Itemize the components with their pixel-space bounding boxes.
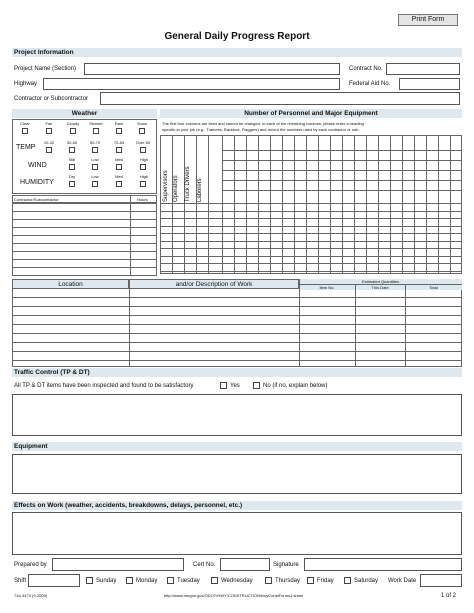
personnel-grid-column-line (246, 136, 247, 273)
signature-label: Signature (273, 562, 299, 568)
traffic-control-header: Traffic Control (TP & DT) (12, 368, 462, 377)
item-no-header: Item No. (299, 284, 355, 290)
effects-header: Effects on Work (weather, accidents, breakdowns, delays, personnel, etc.) (12, 501, 462, 510)
personnel-grid-column-line (354, 136, 355, 273)
sky-fair-checkbox[interactable] (46, 128, 52, 134)
wind-med-checkbox[interactable] (116, 164, 122, 170)
project-name-label: Project Name (Section) (14, 66, 77, 72)
contractor-field[interactable] (100, 92, 460, 105)
contractor-label: Contractor or Subcontractor (14, 96, 89, 102)
location-row-line (12, 333, 462, 334)
contractor-hours-row[interactable] (13, 244, 157, 252)
tuesday-label: Tuesday (177, 578, 200, 584)
personnel-grid-column-line (222, 136, 223, 273)
location-row-line (12, 342, 462, 343)
work-date-field[interactable] (420, 574, 462, 587)
hours-cell[interactable] (131, 236, 157, 244)
personnel-header-line (222, 150, 461, 151)
temp-4-label: 70-83 (113, 140, 125, 145)
wind-low-checkbox[interactable] (92, 164, 98, 170)
humidity-dry-label: Dry (68, 174, 76, 179)
sky-clear-checkbox[interactable] (22, 128, 28, 134)
temp-label: TEMP (16, 144, 36, 151)
personnel-grid-row-line (161, 203, 461, 204)
tuesday-checkbox[interactable] (167, 577, 174, 584)
wind-high-checkbox[interactable] (140, 164, 146, 170)
contractor-hours-row[interactable] (13, 212, 157, 220)
traffic-yes-checkbox[interactable] (220, 382, 227, 389)
page-title: General Daily Progress Report (164, 31, 310, 42)
sky-cloudy-label: Cloudy (66, 121, 80, 126)
prepared-by-label: Prepared by (14, 562, 47, 568)
personnel-grid-column-line (172, 136, 173, 273)
equipment-field[interactable] (12, 454, 462, 494)
contractor-hours-row[interactable] (13, 204, 157, 212)
highway-label: Highway (14, 81, 38, 87)
personnel-grid-column-line (342, 136, 343, 273)
personnel-grid-column-line (306, 136, 307, 273)
personnel-note-2: specific to your job (e.g., Trainees, Backhoe, Flaggers) and record the numbers used by each contractor or sub. (162, 127, 360, 132)
effects-field[interactable] (12, 512, 462, 555)
personnel-header-line (222, 180, 461, 181)
federal-aid-field[interactable] (399, 78, 460, 90)
personnel-grid-column-line (318, 136, 319, 273)
wind-med-label: Med (115, 157, 123, 162)
temp-1-checkbox[interactable] (46, 147, 52, 153)
contractor-hours-table[interactable] (12, 203, 157, 276)
contractor-hours-row[interactable] (13, 268, 157, 276)
personnel-grid-column-line (438, 136, 439, 273)
contractor-hours-row[interactable] (13, 260, 157, 268)
wednesday-checkbox[interactable] (211, 577, 218, 584)
wind-high-label: High (139, 157, 149, 162)
laborers-col-label: Laborers (197, 178, 203, 202)
personnel-grid-column-line (270, 136, 271, 273)
personnel-header: Number of Personnel and Major Equipment (160, 109, 462, 118)
contractor-cell[interactable] (13, 228, 131, 236)
contractor-cell[interactable] (13, 260, 131, 268)
sky-shower-label: Shower (89, 121, 103, 126)
personnel-grid-column-line (184, 136, 185, 273)
form-number: 734-3474 (9-2009) (14, 593, 48, 598)
personnel-grid-column-line (282, 136, 283, 273)
contractor-column-header: Contractor/Subcontractor (14, 197, 59, 202)
traffic-no-checkbox[interactable] (253, 382, 260, 389)
temp-3-checkbox[interactable] (92, 147, 98, 153)
sunday-label: Sunday (96, 578, 117, 584)
personnel-grid-row-line (161, 233, 461, 234)
personnel-grid-column-line (426, 136, 427, 273)
project-info-header: Project Information (12, 48, 462, 57)
traffic-no-label: No (if no, explain below) (263, 383, 328, 389)
humidity-med-checkbox[interactable] (116, 181, 122, 187)
location-row-line (12, 324, 462, 325)
friday-label: Friday (317, 578, 334, 584)
location-row-line (12, 306, 462, 307)
contract-no-label: Contract No. (349, 66, 383, 72)
total-header: Total (405, 284, 462, 290)
contractor-cell[interactable] (13, 220, 131, 228)
temp-3-label: 50-70 (89, 140, 101, 145)
personnel-grid[interactable] (160, 135, 462, 274)
humidity-high-checkbox[interactable] (140, 181, 146, 187)
thursday-label: Thursday (275, 578, 301, 584)
contractor-hours-row[interactable] (13, 228, 157, 236)
wind-still-label: Still (68, 157, 76, 162)
shift-field[interactable] (28, 574, 80, 587)
humidity-low-label: Low (91, 174, 99, 179)
location-section (12, 279, 462, 367)
personnel-grid-column-line (294, 136, 295, 273)
hours-cell[interactable] (131, 252, 157, 260)
personnel-grid-row-line (161, 248, 461, 249)
wind-label: WIND (28, 162, 47, 169)
operators-col-label: Operators (173, 175, 179, 202)
this-date-header: This Date (355, 284, 405, 290)
personnel-grid-column-line (258, 136, 259, 273)
personnel-grid-row-line (161, 218, 461, 219)
personnel-grid-row-line (161, 211, 461, 212)
sky-fair-label: Fair (45, 121, 53, 126)
print-form-button[interactable]: Print Form (398, 14, 458, 26)
friday-checkbox[interactable] (307, 577, 314, 584)
personnel-grid-row-line (161, 226, 461, 227)
personnel-grid-column-line (378, 136, 379, 273)
personnel-header-line (222, 160, 461, 161)
personnel-grid-column-line (402, 136, 403, 273)
supervisors-col-label: Supervisors (163, 170, 169, 202)
temp-2-checkbox[interactable] (69, 147, 75, 153)
saturday-label: Saturday (354, 578, 379, 584)
temp-1-label: 10-32 (43, 140, 55, 145)
temp-5-checkbox[interactable] (140, 147, 146, 153)
sky-clear-label: Clear (20, 121, 30, 126)
highway-field[interactable] (43, 78, 340, 90)
personnel-grid-column-line (234, 136, 235, 273)
wednesday-label: Wednesday (221, 578, 253, 584)
hours-cell[interactable] (131, 268, 157, 276)
hours-column-header: Hours (137, 197, 148, 202)
personnel-grid-row-line (161, 241, 461, 242)
location-row-line (12, 351, 462, 352)
location-row-line (12, 297, 462, 298)
traffic-explanation-field[interactable] (12, 394, 462, 436)
location-row-line (12, 360, 462, 361)
shift-label: Shift (14, 578, 27, 584)
contractor-hours-row[interactable] (13, 252, 157, 260)
personnel-grid-row-line (161, 271, 461, 272)
equipment-header: Equipment (12, 442, 462, 451)
hours-cell[interactable] (131, 212, 157, 220)
hours-cell[interactable] (131, 260, 157, 268)
location-header: Location (58, 281, 83, 288)
sky-snow-label: Snow (136, 121, 147, 126)
saturday-checkbox[interactable] (344, 577, 351, 584)
personnel-grid-row-line (161, 263, 461, 264)
personnel-grid-column-line (208, 136, 209, 273)
temp-2-label: 32-50 (66, 140, 78, 145)
form-url: http://www.oregon.gov/ODOT/HWY/CONSTRUCTION/hwyConstForms1.shtml (164, 593, 303, 598)
personnel-grid-column-line (414, 136, 415, 273)
humidity-dry-checkbox[interactable] (69, 181, 75, 187)
personnel-header-line (222, 170, 461, 171)
sky-cloudy-checkbox[interactable] (70, 128, 76, 134)
contractor-hours-row[interactable] (13, 236, 157, 244)
personnel-grid-column-line (330, 136, 331, 273)
contractor-hours-row[interactable] (13, 220, 157, 228)
location-row-line (12, 315, 462, 316)
sky-rain-label: Rain (114, 121, 124, 126)
temp-4-checkbox[interactable] (116, 147, 122, 153)
cert-no-label: Cert No. (193, 562, 216, 568)
sky-snow-checkbox[interactable] (139, 128, 145, 134)
contract-no-field[interactable] (386, 63, 460, 75)
contractor-cell[interactable] (13, 212, 131, 220)
sky-rain-checkbox[interactable] (116, 128, 122, 134)
traffic-statement: All TP & DT items have been inspected and found to be satisfactory (14, 383, 194, 389)
personnel-grid-column-line (196, 136, 197, 273)
personnel-grid-row-line (161, 256, 461, 257)
signature-field[interactable] (304, 558, 462, 571)
weather-header: Weather (12, 109, 157, 118)
humidity-high-label: High (139, 174, 149, 179)
wind-low-label: Low (91, 157, 99, 162)
humidity-label: HUMIDITY (20, 179, 54, 186)
contractor-cell[interactable] (13, 204, 131, 212)
temp-5-label: Over 83 (135, 140, 151, 145)
project-name-field[interactable] (84, 63, 340, 75)
humidity-med-label: Med (115, 174, 123, 179)
page-number: 1 of 2 (441, 593, 457, 599)
personnel-grid-column-line (390, 136, 391, 273)
hours-cell[interactable] (131, 244, 157, 252)
hours-cell[interactable] (131, 204, 157, 212)
hours-cell[interactable] (131, 228, 157, 236)
wind-still-checkbox[interactable] (69, 164, 75, 170)
description-header: and/or Description of Work (175, 281, 253, 288)
personnel-header-line (222, 190, 461, 191)
cert-no-field[interactable] (220, 558, 270, 571)
contractor-cell[interactable] (13, 268, 131, 276)
federal-aid-label: Federal Aid No. (349, 81, 391, 87)
sunday-checkbox[interactable] (86, 577, 93, 584)
prepared-by-field[interactable] (52, 558, 184, 571)
truck-drivers-col-label: Truck Drivers (185, 166, 191, 202)
contractor-cell[interactable] (13, 252, 131, 260)
monday-checkbox[interactable] (126, 577, 133, 584)
estimated-quantities-header: Estimated Quantities (299, 279, 462, 284)
work-date-label: Work Date (388, 578, 417, 584)
contractor-cell[interactable] (13, 244, 131, 252)
personnel-note-1: The first four columns are fixed and cannot be changed. In each of the remaining columns, please enter a heading (162, 121, 364, 126)
humidity-low-checkbox[interactable] (92, 181, 98, 187)
personnel-grid-column-line (450, 136, 451, 273)
thursday-checkbox[interactable] (265, 577, 272, 584)
sky-shower-checkbox[interactable] (93, 128, 99, 134)
hours-cell[interactable] (131, 220, 157, 228)
personnel-grid-column-line (366, 136, 367, 273)
contractor-cell[interactable] (13, 236, 131, 244)
traffic-yes-label: Yes (230, 383, 240, 389)
monday-label: Monday (136, 578, 158, 584)
